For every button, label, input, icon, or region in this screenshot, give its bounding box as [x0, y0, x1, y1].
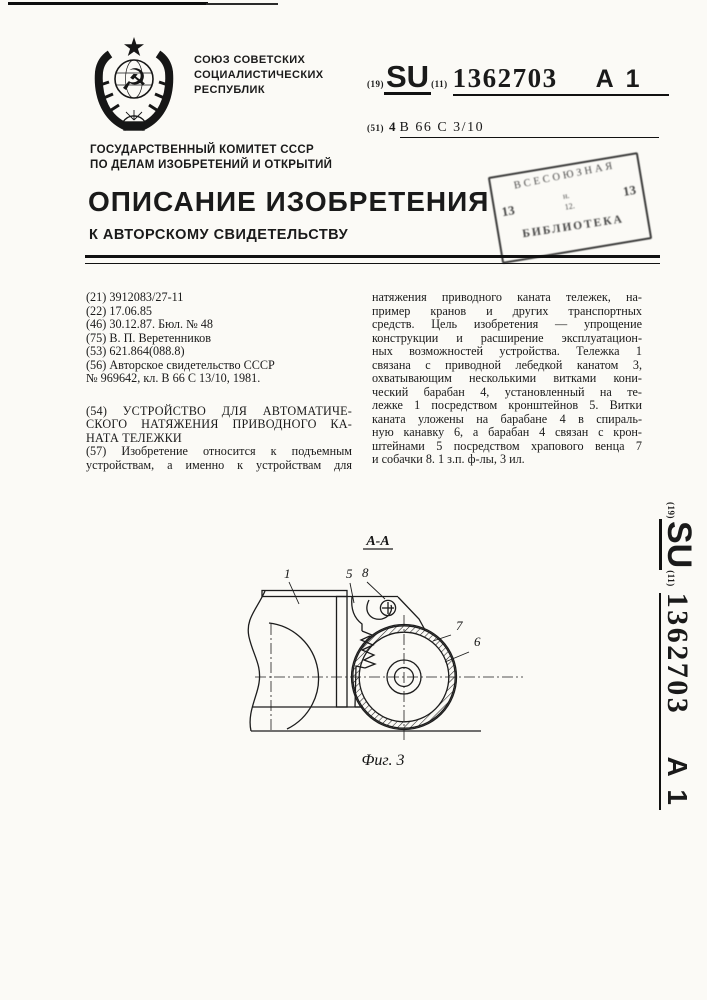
- committee-line: ГОСУДАРСТВЕННЫЙ КОМИТЕТ СССР: [90, 144, 314, 156]
- figure-drawing: [235, 527, 535, 772]
- kind-code: A 1: [595, 65, 643, 93]
- abstract-line: и собачки 8. 1 з.п. ф-лы, 3 ил.: [372, 452, 525, 466]
- abstract-line: ных возможностей устройства. Тележка 1: [372, 344, 642, 358]
- union-name: [194, 53, 324, 98]
- union-line: СОЮЗ СОВЕТСКИХ: [194, 54, 306, 66]
- document-subtitle: К АВТОРСКОМУ СВИДЕТЕЛЬСТВУ: [89, 227, 349, 243]
- publication-number: 1362703: [661, 592, 694, 716]
- body-arc: [269, 623, 319, 729]
- inid-code-11: (11): [666, 570, 676, 587]
- stamp-top-line: ВСЕСОЮЗНАЯ: [512, 160, 617, 192]
- scan-artifact-line: [8, 2, 208, 5]
- body-columns: [86, 291, 644, 472]
- library-stamp: [488, 152, 652, 264]
- abstract-line: устройствам, а именно к устройствам для: [86, 457, 352, 472]
- abstract-line: лежке 1 посредством кронштейнов 5. Витки: [372, 398, 642, 412]
- publication-number-group: [453, 64, 669, 96]
- abstract-line: (57) Изобретение относится к подъемным: [86, 444, 352, 458]
- right-column: [372, 291, 642, 472]
- invention-title-line: СКОГО НАТЯЖЕНИЯ ПРИВОДНОГО КА-: [86, 417, 352, 431]
- abstract-line: штейнами 5 посредством храпового венца 7: [372, 438, 642, 453]
- abstract-line: охватывающим несколькими витками кони-: [372, 371, 642, 385]
- committee-name: [90, 143, 332, 173]
- trolley-top-flange: [262, 591, 347, 597]
- section-label: А-А: [366, 534, 390, 549]
- callout-label-5: 5: [346, 566, 353, 581]
- callout-label-1: 1: [284, 566, 291, 581]
- inid-code-51: (51): [367, 123, 384, 133]
- biblio-line: (22) 17.06.85: [86, 303, 153, 318]
- abstract-line: ную канавку 6, а барабан 4 связан с крон-: [372, 425, 642, 439]
- break-line: [248, 591, 265, 731]
- union-line: РЕСПУБЛИК: [194, 84, 265, 96]
- spacer: [86, 386, 352, 405]
- figure-caption: Фиг. 3: [361, 752, 405, 769]
- kind-code: A 1: [662, 756, 693, 808]
- double-rule: [85, 255, 660, 264]
- invention-title-line: (54) УСТРОЙСТВО ДЛЯ АВТОМАТИЧЕ-: [86, 403, 352, 418]
- abstract-line: конструкции и расширение эксплуатацион-: [372, 330, 642, 345]
- publication-id: [367, 61, 669, 96]
- stamp-number-right: 13: [621, 181, 638, 199]
- abstract-line: средств. Цель изобретения — упрощение: [372, 317, 642, 331]
- left-column: [86, 291, 352, 472]
- union-line: СОЦИАЛИСТИЧЕСКИХ: [194, 69, 324, 81]
- biblio-line: № 969642, кл. В 66 С 13/10, 1981.: [86, 371, 261, 385]
- hammer-sickle-icon: ☭: [120, 63, 148, 98]
- stamp-small-text: н. 12.: [562, 191, 576, 212]
- country-code: SU: [660, 521, 698, 569]
- abstract-line: натяжения приводного каната тележек, на-: [372, 290, 642, 304]
- pawl-body: [352, 597, 362, 631]
- publication-number: 1362703: [452, 63, 558, 93]
- invention-title-line: НАТА ТЕЛЕЖКИ: [86, 430, 182, 445]
- biblio-line: (53) 621.864(088.8): [86, 344, 185, 358]
- abstract-line: связана с приводной лебедкой канатом 3,: [372, 357, 642, 372]
- publication-number-group: [659, 593, 693, 810]
- document-title: ОПИСАНИЕ ИЗОБРЕТЕНИЯ: [88, 186, 490, 217]
- inid-code-19: (19): [367, 79, 384, 89]
- inid-code-11: (11): [431, 79, 448, 89]
- abstract-line: пример кранов и других транспортных: [372, 303, 642, 318]
- callout-label-8: 8: [362, 565, 369, 580]
- star-icon: [124, 37, 144, 56]
- abstract-line: ческий барабан 4, установленный на те-: [372, 384, 642, 399]
- trolley-wall-hatched: [337, 597, 348, 708]
- ipc-edition: 4: [389, 119, 396, 134]
- ipc-classification: [367, 119, 659, 138]
- inid-code-19: (19): [666, 502, 676, 519]
- callout-label-6: 6: [474, 634, 481, 649]
- biblio-line: (75) В. П. Веретенников: [86, 330, 211, 345]
- country-code: SU: [386, 59, 430, 94]
- vertical-publication-id: [659, 502, 696, 810]
- stamp-number-left: 13: [500, 202, 516, 220]
- biblio-line: (21) 3912083/27-11: [86, 290, 184, 304]
- ipc-class: В 66 С 3/10: [400, 120, 659, 138]
- stamp-bottom-line: БИБЛИОТЕКА: [521, 213, 625, 241]
- committee-line: ПО ДЕЛАМ ИЗОБРЕТЕНИЙ И ОТКРЫТИЙ: [90, 159, 333, 171]
- callout-label-7: 7: [456, 618, 463, 633]
- biblio-line: (46) 30.12.87. Бюл. № 48: [86, 317, 213, 331]
- biblio-line: (56) Авторское свидетельство СССР: [86, 357, 275, 372]
- ussr-emblem: [90, 36, 178, 132]
- scan-artifact-line-thin: [206, 3, 278, 5]
- abstract-line: каната уложены на барабане 4 в спираль-: [372, 411, 642, 426]
